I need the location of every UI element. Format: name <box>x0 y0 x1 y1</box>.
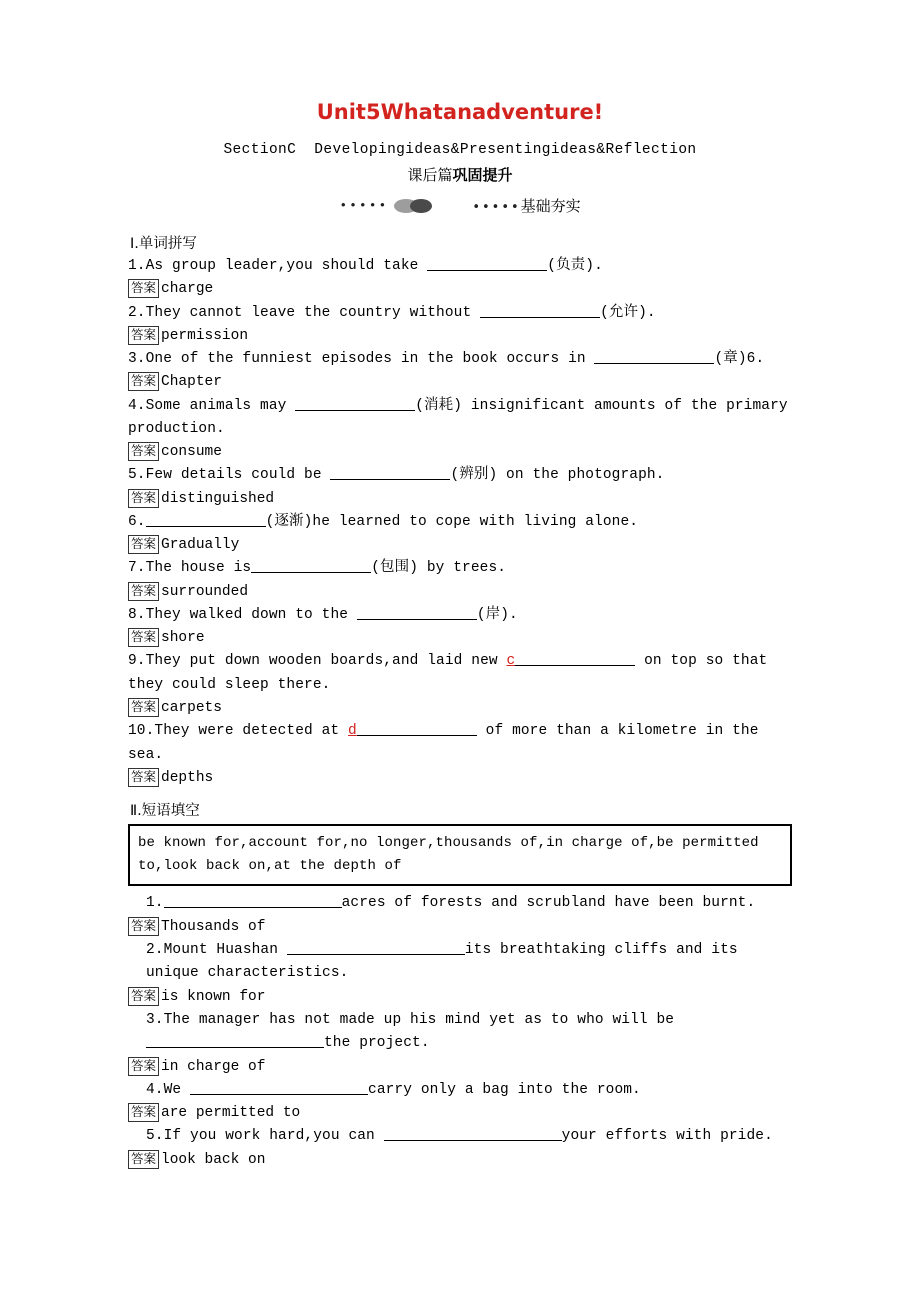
answer-blank[interactable] <box>515 651 635 667</box>
answer-text: charge <box>161 281 214 298</box>
answer-tag: 答案 <box>128 628 159 647</box>
answer-text: surrounded <box>161 583 249 600</box>
question-text-after: its breathtaking cliffs and its unique characteristics. <box>146 941 738 982</box>
question-number: 2. <box>128 304 146 321</box>
question-text-before: They cannot leave the country without <box>145 304 481 321</box>
oval-pair-icon <box>394 198 436 214</box>
question-text-before: Mount Huashan <box>163 941 287 958</box>
answer-text: permission <box>161 327 249 344</box>
answer-row <box>128 279 792 300</box>
answer-row <box>128 628 792 649</box>
section-heading-plain: 课后篇 <box>407 168 453 185</box>
hint-letter: c <box>506 653 516 670</box>
answer-tag: 答案 <box>128 442 159 461</box>
question-item <box>128 892 792 915</box>
question-text-before: The manager has not made up his mind yet as to who will be <box>163 1011 675 1028</box>
decorative-band <box>128 195 792 216</box>
question-text-before: Few details could be <box>145 467 331 484</box>
question-number: 8. <box>128 606 146 623</box>
question-item <box>128 302 792 325</box>
answer-row <box>128 1057 792 1078</box>
part-2-heading: Ⅱ.短语填空 <box>130 803 200 820</box>
question-text-before: They were detected at <box>154 723 349 740</box>
question-text-after: acres of forests and scrubland have been burnt. <box>341 895 756 912</box>
question-item <box>128 348 792 371</box>
answer-blank[interactable] <box>480 302 600 318</box>
answer-blank[interactable] <box>357 604 477 620</box>
answer-text: is known for <box>161 988 266 1005</box>
answer-text: are permitted to <box>161 1105 301 1122</box>
answer-text: carpets <box>161 700 222 717</box>
answer-row <box>128 535 792 556</box>
answer-tag: 答案 <box>128 698 159 717</box>
question-text-after: (负责). <box>547 258 603 274</box>
answer-row <box>128 326 792 347</box>
answer-tag: 答案 <box>128 489 159 508</box>
answer-row <box>128 489 792 510</box>
answer-row <box>128 372 792 393</box>
answer-text: shore <box>161 630 205 647</box>
band-label <box>472 195 580 216</box>
question-item <box>128 604 792 627</box>
answer-tag: 答案 <box>128 987 159 1006</box>
question-text-before: The house is <box>145 560 252 577</box>
question-text-after: (允许). <box>600 304 656 321</box>
question-text-before: We <box>163 1081 191 1098</box>
question-item <box>128 557 792 580</box>
question-number: 2. <box>146 941 164 958</box>
answer-text: in charge of <box>161 1058 266 1075</box>
question-text-after: of more than a kilometre in the sea. <box>128 723 759 763</box>
answer-blank[interactable] <box>146 511 266 527</box>
question-text-after: (消耗) insignificant amounts of the primary production. <box>128 397 788 437</box>
question-text-before: If you work hard,you can <box>163 1128 384 1145</box>
section-heading-bold: 巩固提升 <box>452 166 513 184</box>
answer-blank[interactable] <box>164 893 342 909</box>
answer-row <box>128 698 792 719</box>
answer-blank[interactable] <box>295 395 415 411</box>
question-number: 5. <box>146 1128 164 1145</box>
question-text-before: As group leader,you should take <box>145 258 428 274</box>
question-text-after: the project. <box>324 1035 430 1052</box>
subtitle-right: Developingideas&Presentingideas&Reflection <box>314 142 697 158</box>
question-text-before: They put down wooden boards,and laid new <box>145 653 507 670</box>
answer-tag: 答案 <box>128 1150 159 1169</box>
answer-text: look back on <box>161 1151 266 1168</box>
answer-blank[interactable] <box>251 558 371 574</box>
question-number: 4. <box>128 397 146 414</box>
subtitle-left: SectionC <box>223 142 297 158</box>
question-text-after: (岸). <box>476 606 518 623</box>
question-item <box>128 395 792 442</box>
answer-blank[interactable] <box>427 256 547 272</box>
answer-text: distinguished <box>161 490 275 507</box>
question-item <box>128 720 792 767</box>
page-title: Unit5Whatanadventure! <box>316 100 604 124</box>
answer-tag: 答案 <box>128 582 159 601</box>
answer-tag: 答案 <box>128 279 159 298</box>
question-text-before: One of the funniest episodes in the book occurs in <box>145 351 595 367</box>
answer-blank[interactable] <box>384 1126 562 1142</box>
question-number: 9. <box>128 653 146 670</box>
answer-text: Chapter <box>161 374 222 391</box>
answer-row <box>128 1150 792 1171</box>
answer-text: Thousands of <box>161 918 266 935</box>
question-item <box>128 939 792 986</box>
answer-row <box>128 768 792 789</box>
answer-tag: 答案 <box>128 1103 159 1122</box>
answer-row <box>128 987 792 1008</box>
question-number: 4. <box>146 1081 164 1098</box>
question-item <box>128 1079 792 1102</box>
answer-row <box>128 582 792 603</box>
question-text-after: (包围) by trees. <box>371 560 507 577</box>
question-text-before: They walked down to the <box>145 606 357 623</box>
answer-blank[interactable] <box>146 1033 324 1049</box>
question-number: 5. <box>128 467 146 484</box>
question-item <box>128 1009 792 1056</box>
answer-blank[interactable] <box>330 465 450 481</box>
question-number: 3. <box>128 351 146 367</box>
part-1-heading: Ⅰ.单词拼写 <box>130 236 197 252</box>
answer-tag: 答案 <box>128 535 159 554</box>
question-text-before: Some animals may <box>145 397 296 414</box>
question-number: 7. <box>128 560 146 577</box>
answer-text: depths <box>161 770 214 787</box>
question-item <box>128 1125 792 1148</box>
dots-left-icon: ••••• <box>339 198 389 213</box>
question-number: 10. <box>128 723 155 740</box>
question-item <box>128 650 792 697</box>
question-item <box>128 464 792 487</box>
answer-row <box>128 1103 792 1124</box>
question-number: 6. <box>128 513 146 530</box>
question-text-after: (章)6. <box>714 351 765 367</box>
question-number: 3. <box>146 1011 164 1028</box>
question-text-after: (辨别) on the photograph. <box>450 467 665 484</box>
answer-tag: 答案 <box>128 372 159 391</box>
answer-blank[interactable] <box>357 721 477 737</box>
question-number: 1. <box>146 895 164 912</box>
question-text-after: (逐渐)he learned to cope with living alone. <box>265 513 639 530</box>
answer-tag: 答案 <box>128 326 159 345</box>
answer-blank[interactable] <box>594 349 714 365</box>
answer-tag: 答案 <box>128 1057 159 1076</box>
section-heading <box>128 164 792 185</box>
question-item <box>128 511 792 534</box>
question-text-after: carry only a bag into the room. <box>368 1081 641 1098</box>
answer-blank[interactable] <box>190 1079 368 1095</box>
question-text-after: on top so that they could sleep there. <box>128 653 768 693</box>
question-number: 1. <box>128 258 146 274</box>
answer-tag: 答案 <box>128 768 159 787</box>
question-item <box>128 255 792 278</box>
answer-row <box>128 917 792 938</box>
band-label-text: 基础夯实 <box>520 197 581 215</box>
answer-tag: 答案 <box>128 917 159 936</box>
answer-row <box>128 442 792 463</box>
answer-text: consume <box>161 444 222 461</box>
answer-blank[interactable] <box>287 939 465 955</box>
question-text-after: your efforts with pride. <box>561 1128 773 1145</box>
dots-right-icon: ••••• <box>472 200 521 215</box>
phrase-bank-box: be known for,account for,no longer,thousands of,in charge of,be permitted to,look back on,at the depth of <box>128 824 792 886</box>
answer-text: Gradually <box>161 537 240 554</box>
section-subtitle <box>128 142 792 158</box>
hint-letter: d <box>348 723 357 740</box>
